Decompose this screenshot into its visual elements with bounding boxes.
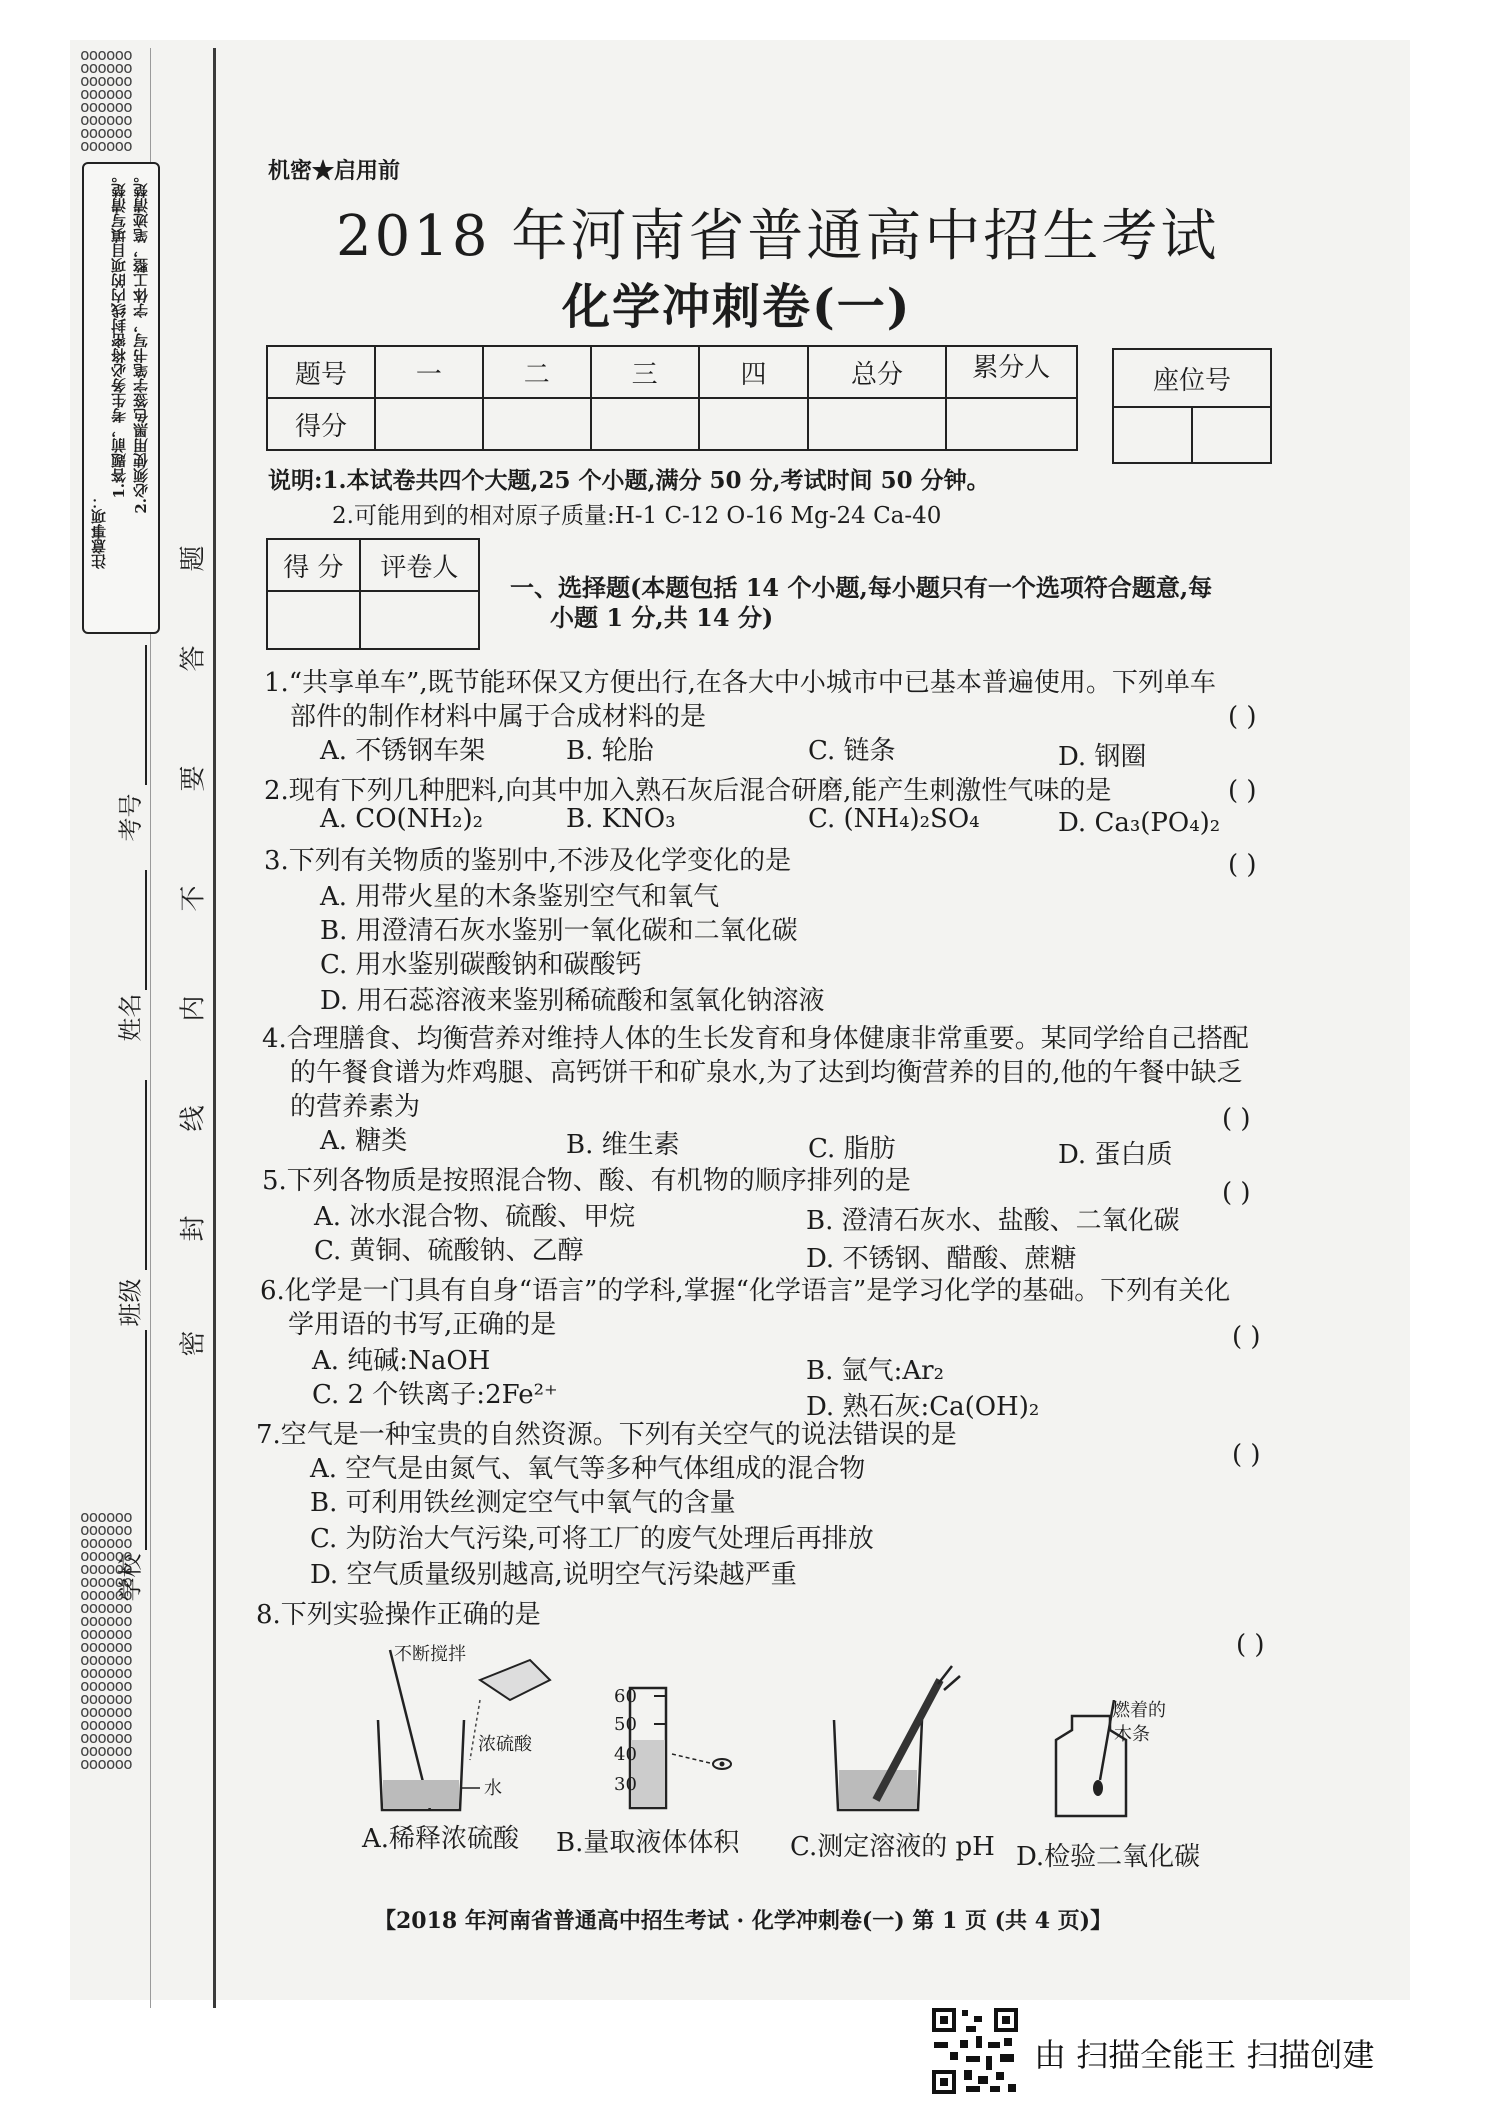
q6-option-c: C. 2 个铁离子:2Fe²⁺: [312, 1380, 558, 1410]
q4-option-b: B. 维生素: [566, 1130, 680, 1160]
fig-b-tick-50: 50: [614, 1714, 637, 1735]
q1-option-c: C. 链条: [808, 736, 896, 766]
q7-option-b: B. 可利用铁丝测定空气中氧气的含量: [310, 1488, 736, 1518]
q2-stem: 2.现有下列几种肥料,向其中加入熟石灰后混合研磨,能产生刺激性气味的是: [264, 776, 1112, 806]
q1-stem: 1.“共享单车”,既节能环保又方便出行,在各大中小城市中已基本普遍使用。下列单车: [264, 668, 1216, 698]
section1-title-line-2: 小题 1 分,共 14 分): [550, 603, 774, 632]
field-class-label: 班级: [116, 1278, 145, 1327]
score-header-cell: 四: [699, 346, 809, 398]
q2-option-a: A. CO(NH₂)₂: [320, 804, 484, 834]
q8-stem: 8.下列实验操作正确的是: [256, 1600, 541, 1630]
q5-option-c: C. 黄铜、硫酸钠、乙醇: [314, 1236, 584, 1266]
score-row-label: 得分: [267, 398, 375, 450]
q6-option-a: A. 纯碱:NaOH: [312, 1346, 491, 1376]
score-header-cell: 累分人: [946, 346, 1077, 398]
seat-label: 座位号: [1113, 349, 1271, 407]
fig-d-note-burning: 燃着的: [1112, 1700, 1166, 1721]
q7-stem: 7.空气是一种宝贵的自然资源。下列有关空气的说法错误的是: [256, 1420, 957, 1450]
fig-d-note-stick: 木条: [1114, 1724, 1150, 1745]
q1-stem-cont: 部件的制作材料中属于合成材料的是: [290, 702, 707, 732]
q7-option-a: A. 空气是由氮气、氧气等多种气体组成的混合物: [310, 1454, 866, 1484]
q8-answer-bracket[interactable]: ( ): [1236, 1630, 1265, 1660]
fig-a-note-water: 水: [484, 1778, 502, 1799]
q4-stem-cont-2: 的营养素为: [290, 1092, 421, 1122]
q5-option-a: A. 冰水混合物、硫酸、甲烷: [314, 1202, 636, 1232]
score-header-cell: 题号: [267, 346, 375, 398]
seal-char: 内: [178, 995, 209, 1022]
paper-subtitle: 化学冲刺卷(一): [562, 279, 912, 335]
q4-option-c: C. 脂肪: [808, 1134, 896, 1164]
q4-answer-bracket[interactable]: ( ): [1222, 1104, 1251, 1134]
q5-option-b: B. 澄清石灰水、盐酸、二氧化碳: [806, 1206, 1180, 1236]
field-id-line[interactable]: [145, 645, 147, 785]
field-id-label: 考号: [116, 793, 145, 842]
score-cell[interactable]: [591, 398, 699, 450]
score-header-cell: 一: [375, 346, 483, 398]
secret-mark: 机密★启用前: [268, 158, 401, 184]
q2-option-b: B. KNO₃: [566, 804, 676, 834]
section1-grader-label: 评卷人: [360, 539, 479, 591]
instruction-line-2: 2.可能用到的相对原子质量:H-1 C-12 O-16 Mg-24 Ca-40: [332, 503, 942, 529]
fig-a-note-stir: 不断搅拌: [394, 1644, 466, 1665]
q3-option-a: A. 用带火星的木条鉴别空气和氧气: [320, 882, 720, 912]
q1-answer-bracket[interactable]: ( ): [1228, 702, 1257, 732]
field-school-line[interactable]: [145, 1330, 147, 1550]
fig-b-label: B.量取液体体积: [556, 1828, 740, 1858]
page-footer: 【2018 年河南省普通高中招生考试 · 化学冲刺卷(一) 第 1 页 (共 4 页)】: [374, 1908, 1113, 1934]
seal-char: 答: [178, 645, 209, 672]
score-header-cell: 总分: [808, 346, 945, 398]
q3-option-b: B. 用澄清石灰水鉴别一氧化碳和二氧化碳: [320, 916, 798, 946]
q2-option-c: C. (NH₄)₂SO₄: [808, 804, 980, 834]
field-class-line[interactable]: [145, 1080, 147, 1270]
section1-title-line-1: 一、选择题(本题包括 14 个小题,每小题只有一个选项符合题意,每: [510, 573, 1213, 602]
q6-stem-cont: 学用语的书写,正确的是: [288, 1310, 557, 1340]
q1-option-b: B. 轮胎: [566, 736, 654, 766]
q6-answer-bracket[interactable]: ( ): [1232, 1322, 1261, 1352]
notice-line-2: 2.必须使用黑色签字笔书写，字体工整，笔迹清楚。: [132, 168, 150, 514]
fig-c-ph-diagram: [820, 1660, 980, 1820]
fig-a-note-acid: 浓硫酸: [478, 1734, 532, 1755]
q1-option-a: A. 不锈钢车架: [320, 736, 486, 766]
seat-table: [1112, 348, 1272, 464]
seal-char: 不: [178, 885, 209, 912]
seat-cell[interactable]: [1192, 407, 1271, 463]
score-header-cell: 二: [483, 346, 591, 398]
binding-line: [213, 48, 216, 2008]
q6-option-d: D. 熟石灰:Ca(OH)₂: [806, 1392, 1040, 1422]
q2-option-d: D. Ca₃(PO₄)₂: [1058, 808, 1221, 838]
score-cell[interactable]: [699, 398, 809, 450]
score-cell[interactable]: [375, 398, 483, 450]
seal-char: 要: [178, 765, 209, 792]
fig-a-dilution-diagram: [370, 1640, 570, 1820]
q5-option-d: D. 不锈钢、醋酸、蔗糖: [806, 1244, 1077, 1274]
seat-cell[interactable]: [1113, 407, 1192, 463]
q4-stem: 4.合理膳食、均衡营养对维持人体的生长发育和身体健康非常重要。某同学给自己搭配: [262, 1024, 1249, 1054]
notice-box: [82, 162, 160, 634]
q5-answer-bracket[interactable]: ( ): [1222, 1178, 1251, 1208]
fig-c-label: C.测定溶液的 pH: [790, 1832, 995, 1862]
q3-stem: 3.下列有关物质的鉴别中,不涉及化学变化的是: [264, 846, 792, 876]
score-header-cell: 三: [591, 346, 699, 398]
seal-char: 线: [178, 1105, 209, 1132]
seal-char: 密: [178, 1330, 209, 1357]
field-school-label: 学校: [116, 1553, 145, 1602]
scanner-watermark: 由 扫描全能王 扫描创建: [1034, 2036, 1375, 2074]
score-table: [266, 345, 1078, 451]
q1-option-d: D. 钢圈: [1058, 742, 1147, 772]
q3-option-d: D. 用石蕊溶液来鉴别稀硫酸和氢氧化钠溶液: [320, 986, 825, 1016]
section1-grader-cell[interactable]: [360, 591, 479, 649]
instruction-line-1: 说明:1.本试卷共四个大题,25 个小题,满分 50 分,考试时间 50 分钟。: [268, 467, 990, 494]
fig-b-tick-30: 30: [614, 1774, 637, 1795]
notice-line-1: 1.答题前，考生务必将密封线内的项目填写清楚。: [110, 168, 128, 499]
q6-option-b: B. 氩气:Ar₂: [806, 1356, 945, 1386]
fig-a-label: A.稀释浓硫酸: [362, 1824, 520, 1854]
q4-stem-cont: 的午餐食谱为炸鸡腿、高钙饼干和矿泉水,为了达到均衡营养的目的,他的午餐中缺乏: [290, 1058, 1243, 1088]
score-cell[interactable]: [483, 398, 591, 450]
seal-char: 封: [178, 1215, 209, 1242]
section1-score-label: 得 分: [267, 539, 360, 591]
seal-char: 题: [178, 545, 209, 572]
q6-stem: 6.化学是一门具有自身“语言”的学科,掌握“化学语言”是学习化学的基础。下列有关化: [260, 1276, 1231, 1306]
section1-score-box: [266, 538, 480, 650]
fig-b-tick-40: 40: [614, 1744, 637, 1765]
binding-holes-bottom: oooooo oooooo oooooo oooooo oooooo oooooo oooooo oooooo oooooo oooooo oooooo oooooo oooooo oooooo oooooo oooooo oooooo oooooo oooooo oooooo: [80, 1507, 132, 1773]
score-cell[interactable]: [946, 398, 1077, 450]
field-name-label: 姓名: [116, 993, 145, 1042]
binding-holes-top: oooooo oooooo oooooo oooooo oooooo oooooo oooooo oooooo: [80, 45, 132, 155]
section1-score-cell[interactable]: [267, 591, 360, 649]
q2-answer-bracket[interactable]: ( ): [1228, 776, 1257, 806]
q5-stem: 5.下列各物质是按照混合物、酸、有机物的顺序排列的是: [262, 1166, 911, 1196]
notice-title: 注意事项：: [90, 494, 108, 569]
q3-option-c: C. 用水鉴别碳酸钠和碳酸钙: [320, 950, 642, 980]
fig-b-tick-60: 60: [614, 1686, 637, 1707]
exam-title: 2018 年河南省普通高中招生考试: [336, 204, 1220, 269]
q7-option-d: D. 空气质量级别越高,说明空气污染越严重: [310, 1560, 797, 1590]
q4-option-d: D. 蛋白质: [1058, 1140, 1173, 1170]
q7-option-c: C. 为防治大气污染,可将工厂的废气处理后再排放: [310, 1524, 874, 1554]
q3-answer-bracket[interactable]: ( ): [1228, 850, 1257, 880]
q7-answer-bracket[interactable]: ( ): [1232, 1440, 1261, 1470]
fig-d-label: D.检验二氧化碳: [1016, 1842, 1201, 1872]
qr-code-icon: [930, 2006, 1020, 2096]
score-cell[interactable]: [808, 398, 945, 450]
q4-option-a: A. 糖类: [320, 1126, 408, 1156]
field-name-line[interactable]: [145, 870, 147, 990]
